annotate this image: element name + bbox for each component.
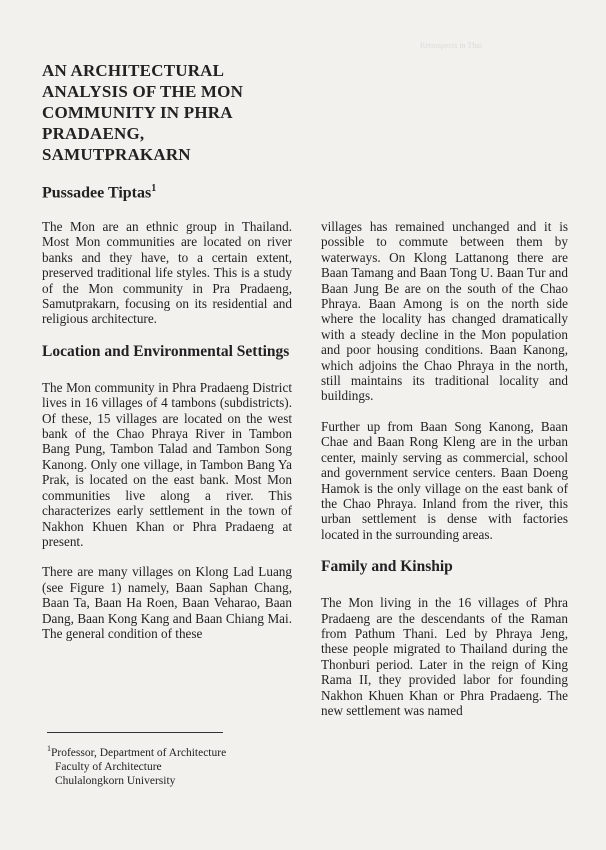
author-name-text: Pussadee Tiptas: [42, 184, 152, 202]
abstract-paragraph: The Mon are an ethnic group in Thailand. Most Mon communities are located on river banks and they have, to a certain extent, preserved traditional life styles. This is a study of the Mon community in Pra Pradaeng, Samutprakarn, focusing on its residential and religious architecture.: [42, 219, 292, 327]
body-paragraph: There are many villages on Klong Lad Luang (see Figure 1) namely, Baan Saphan Chang, Baan Ta, Baan Ha Roen, Baan Veharao, Baan Dang, Baan Kong Kang and Baan Chiang Mai. The general condition of these: [42, 564, 292, 641]
footnote: [47, 742, 277, 788]
body-paragraph: The Mon community in Phra Pradaeng District lives in 16 villages of 4 tambons (subdistricts). Of these, 15 villages are located on the west bank of the Chao Phraya River in Tambon Bang Pung, Tambon Talad and Tambon Song Kanong. Only one village, in Tambon Bang Ya Prak, is located on the east bank. Most Mon communities live along a river. This characterizes early settlement in the town of Nakhon Khuen Khan or Phra Pradaeng at present.: [42, 379, 292, 549]
bleed-through-text: [420, 40, 606, 240]
author-footnote-marker: 1: [151, 183, 157, 194]
footnote-line-3: Chulalongkorn University: [55, 774, 176, 787]
body-paragraph: The Mon living in the 16 villages of Phra Pradaeng are the descendants of the Raman from Pathum Thani. Led by Phraya Jeng, these people migrated to Thailand during the Thonburi period. Later in the reign of King Rama II, they provided labor for founding Nakhon Khuen Khan or Phra Pradaeng. The new settlement was named: [321, 595, 568, 718]
footnote-line-2: Faculty of Architecture: [55, 760, 162, 773]
footnote-line-1: Professor, Department of Architecture: [51, 746, 227, 759]
right-column: [321, 219, 568, 733]
section-heading-family: Family and Kinship: [321, 558, 453, 576]
section-heading-location: Location and Environmental Settings: [42, 342, 290, 360]
bleed-through-heading: Retrospects in Thai: [420, 41, 483, 50]
footnote-divider: [47, 732, 223, 733]
body-paragraph: villages has remained unchanged and it is possible to commute between them by waterways. On Klong Lattanong there are Baan Tamang and Baan Tong U. Baan Tur and Baan Jung Be are on the south of the Chao Phraya. Baan Among is on the north side where the locality has changed dramatically with a steady decline in the Mon population and poor housing conditions. Baan Kanong, which adjoins the Chao Phraya in the north, still maintains its traditional locality and buildings.: [321, 219, 568, 404]
paper-title: AN ARCHITECTURAL ANALYSIS OF THE MON COMMUNITY IN PHRA PRADAENG, SAMUTPRAKARN: [42, 61, 244, 164]
author-name: [42, 179, 156, 203]
body-paragraph: Further up from Baan Song Kanong, Baan Chae and Baan Rong Kleng are in the urban center, mainly serving as commercial, school and government service centers. Baan Doeng Hamok is the only village on the east bank of the Chao Phraya. Inland from the river, this urban settlement is dense with factories located in the surrounding areas.: [321, 418, 568, 542]
left-column: [42, 219, 292, 656]
footnote-marker: 1: [47, 744, 51, 753]
footnote-line: [47, 742, 277, 760]
